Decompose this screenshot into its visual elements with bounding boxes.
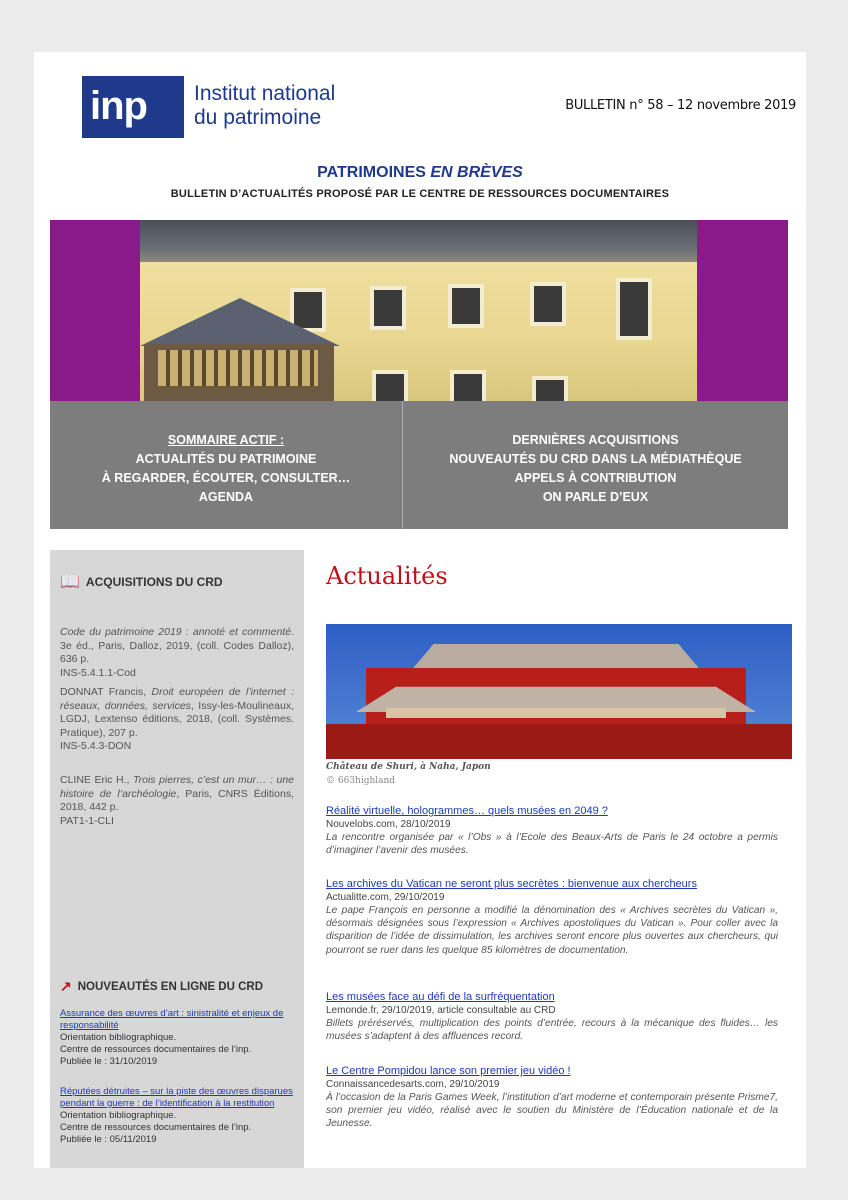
logo-mark: inp <box>82 76 184 138</box>
online-date: Publiée le : 31/10/2019 <box>60 1056 158 1067</box>
ref-details: , Issy-les-Moulineaux, LGDJ, Lextenso éditions, 2018, (coll. Systèmes. Pratique), 207 p. <box>60 699 294 739</box>
ref-cote: INS-5.4.3-DON <box>60 740 132 752</box>
online-item <box>60 1086 294 1146</box>
ref-author: CLINE Eric H., <box>60 774 133 786</box>
online-source: Centre de ressources documentaires de l’inp. <box>60 1044 252 1055</box>
page-title <box>34 164 806 182</box>
logo-line-2: du patrimoine <box>194 106 322 129</box>
bulletin-page <box>34 52 806 1168</box>
shuri-castle-photo <box>326 624 792 759</box>
article <box>326 804 778 857</box>
online-date: Publiée le : 05/11/2019 <box>60 1134 157 1145</box>
article <box>326 1064 778 1131</box>
online-item <box>60 1008 294 1068</box>
summary-link-actualites[interactable]: ACTUALITÉS DU PATRIMOINE <box>135 452 317 466</box>
summary-link-agenda[interactable]: AGENDA <box>198 490 254 504</box>
summary-box <box>50 401 788 529</box>
article-link[interactable]: Le Centre Pompidou lance son premier jeu vidéo ! <box>326 1065 571 1077</box>
article-link[interactable]: Les musées face au défi de la surfréquentation <box>326 991 555 1003</box>
article-source: Nouvelobs.com, 28/10/2019 <box>326 819 451 830</box>
photo-caption: Château de Shuri, à Naha, Japon <box>326 762 491 772</box>
article <box>326 877 778 957</box>
summary-link-nouveautes[interactable]: NOUVEAUTÉS DU CRD DANS LA MÉDIATHÈQUE <box>449 452 742 466</box>
page-subtitle: BULLETIN D’ACTUALITÉS PROPOSÉ PAR LE CENTRE DE RESSOURCES DOCUMENTAIRES <box>170 188 670 200</box>
arrow-icon: ↗ <box>60 978 72 994</box>
title-italic: EN BRÈVES <box>430 164 523 181</box>
banner <box>50 220 788 401</box>
acquisition-item <box>60 686 294 754</box>
ref-cote: INS-5.4.1.1-Cod <box>60 666 136 679</box>
article-summary: Le pape François en personne a modifié la dénomination des « Archives secrètes du Vatican », désormais désignées sous l’expression « Archives apostoliques du Vatican ». Pour coller avec la disparition de l’idée de dissimulation, les archives seront encore plus ouvertes aux chercheurs, qui pourront se ruer dans les quelque 85 kilomètres de documentation. <box>326 905 778 956</box>
article-link[interactable]: Les archives du Vatican ne seront plus secrètes : bienvenue aux chercheurs <box>326 878 697 890</box>
summary-link-sommaire[interactable]: SOMMAIRE ACTIF : <box>167 433 285 447</box>
acquisition-item <box>60 774 294 828</box>
ref-title: Droit européen de l’internet : réseaux, données, services <box>60 686 294 712</box>
acquisitions-heading <box>60 572 223 592</box>
article-source: Connaissancedesarts.com, 29/10/2019 <box>326 1079 500 1090</box>
online-heading <box>60 978 263 995</box>
ref-details: . 3e éd., Paris, Dalloz, 2019, (coll. Codes Dalloz), 636 p. <box>60 626 294 665</box>
ref-details: , Paris, CNRS Éditions, 2018, 442 p. <box>60 787 294 813</box>
photo-credit: © 663highland <box>326 776 396 786</box>
summary-link-appels[interactable]: APPELS À CONTRIBUTION <box>514 471 677 485</box>
online-link[interactable]: Assurance des œuvres d’art : sinistralité et enjeux de responsabilité <box>60 1008 284 1031</box>
banner-photo <box>140 220 697 401</box>
ref-cote: PAT1-1-CLI <box>60 814 114 827</box>
section-title: Actualités <box>326 562 448 590</box>
article-source: Actualitte.com, 29/10/2019 <box>326 892 445 903</box>
bulletin-number: BULLETIN n° 58 – 12 novembre 2019 <box>565 98 796 113</box>
article-summary: À l’occasion de la Paris Games Week, l’institution d’art moderne et contemporain présente Prisme7, son premier jeu vidéo, réalisé avec le soutien du Ministère de l’Éducation nationale et de la Jeunesse. <box>326 1092 778 1130</box>
acquisitions-title: ACQUISITIONS DU CRD <box>85 575 223 589</box>
online-source: Centre de ressources documentaires de l’inp. <box>60 1122 252 1133</box>
summary-right <box>403 431 788 507</box>
article-summary: La rencontre organisée par « l’Obs » à l’Ecole des Beaux-Arts de Paris le 24 octobre a permis d’imaginer l’avenir des musées. <box>326 832 778 857</box>
summary-link-regarder[interactable]: À REGARDER, ÉCOUTER, CONSULTER… <box>101 471 351 485</box>
online-type: Orientation bibliographique. <box>60 1032 177 1043</box>
article-summary: Billets préréservés, multiplication des points d’entrée, recours à la mécanique des fluides… les musées s’adaptent à des affluences record. <box>326 1018 778 1043</box>
article-link[interactable]: Réalité virtuelle, hologrammes… quels musées en 2049 ? <box>326 805 608 817</box>
online-link[interactable]: Réputées détruites – sur la piste des œuvres disparues pendant la guerre : de l’identification à la restitution <box>60 1086 293 1109</box>
ref-title: Trois pierres, c’est un mur… : une histoire de l’archéologie <box>60 774 294 800</box>
inp-logo <box>82 76 372 140</box>
summary-link-on-parle[interactable]: ON PARLE D’EUX <box>542 490 649 504</box>
logo-text <box>194 82 335 130</box>
ref-author: DONNAT Francis, <box>60 686 152 698</box>
article <box>326 990 778 1043</box>
online-type: Orientation bibliographique. <box>60 1110 177 1121</box>
logo-line-1: Institut national <box>194 82 336 105</box>
summary-left <box>50 431 402 507</box>
sidebar <box>50 550 304 1168</box>
online-title: NOUVEAUTÉS EN LIGNE DU CRD <box>77 981 264 993</box>
book-icon: 📖 <box>60 574 80 591</box>
title-main: PATRIMOINES <box>317 164 431 181</box>
ref-title: Code du patrimoine 2019 : annoté et commenté <box>60 626 292 638</box>
summary-link-acquisitions[interactable]: DERNIÈRES ACQUISITIONS <box>512 433 679 447</box>
article-source: Lemonde.fr, 29/10/2019, article consultable au CRD <box>326 1005 556 1016</box>
acquisition-item <box>60 626 294 680</box>
